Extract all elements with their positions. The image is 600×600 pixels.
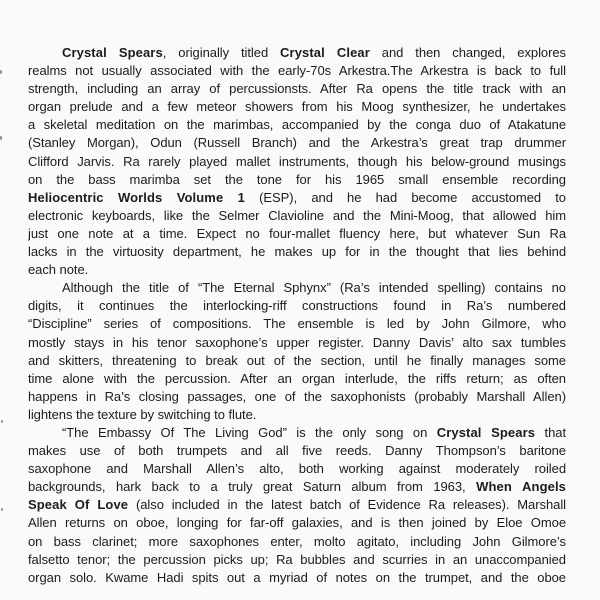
text-line bbox=[28, 225, 566, 243]
body-text: each note. bbox=[28, 262, 89, 278]
album-title-bold: Crystal Clear bbox=[280, 45, 370, 60]
text-line bbox=[28, 134, 566, 152]
body-text: digits, it continues the interlocking-riff constructions found in Ra’s numbered bbox=[28, 298, 566, 314]
text-line bbox=[28, 98, 566, 116]
text-line bbox=[28, 352, 566, 370]
text-line bbox=[28, 460, 566, 478]
text-line bbox=[28, 189, 566, 207]
body-text: happens in Ra’s closing passages, one of the saxophonists (probably Marshall Allen) bbox=[28, 388, 566, 404]
body-text: just one note at a time. Expect no four-mallet fluency here, but whatever Sun Ra bbox=[28, 225, 566, 241]
body-text: “Discipline” series of compositions. The ensemble is led by John Gilmore, who bbox=[28, 316, 566, 332]
album-title-bold: Crystal Spears bbox=[62, 45, 163, 60]
body-text: on bass clarinet; more saxophones enter, molto agitato, including John Gilmore’s bbox=[28, 533, 566, 549]
body-text: organ prelude and a few meteor showers from his Moog synthesizer, he undertakes bbox=[28, 99, 566, 115]
text-line bbox=[28, 279, 566, 297]
body-text: mostly stays in his tenor saxophone’s upper register. Danny Davis’ alto sax tumbles bbox=[28, 334, 566, 350]
text-line bbox=[28, 514, 566, 532]
text-line bbox=[28, 533, 566, 551]
body-text: makes use of both trumpets and all five reeds. Danny Thompson’s baritone bbox=[28, 443, 566, 459]
body-text: (also included in the latest batch of Evidence Ra releases). Marshall bbox=[128, 497, 566, 513]
text-line bbox=[28, 44, 566, 62]
album-title-bold: Speak Of Love bbox=[28, 497, 129, 513]
body-text: and then changed, explores bbox=[369, 45, 566, 60]
body-text: falsetto tenor; the percussion picks up; Ra bubbles and scurries in an unaccompanied bbox=[28, 551, 566, 567]
paragraph bbox=[28, 424, 566, 587]
paragraph bbox=[28, 279, 566, 424]
text-line bbox=[28, 171, 566, 189]
scan-speck bbox=[0, 70, 2, 74]
text-line bbox=[28, 388, 566, 406]
text-line bbox=[28, 153, 566, 171]
body-text: “The Embassy Of The Living God” is the only song on bbox=[62, 424, 437, 440]
text-line bbox=[28, 315, 566, 333]
text-line bbox=[28, 80, 566, 98]
text-line bbox=[28, 261, 566, 279]
text-line bbox=[28, 424, 566, 442]
body-text: (ESP), and he had become accustomed to bbox=[244, 189, 566, 205]
album-title-bold: When Angels bbox=[476, 479, 566, 495]
text-line bbox=[28, 62, 566, 80]
text-line bbox=[28, 406, 566, 424]
text-line bbox=[28, 243, 566, 261]
liner-notes-text bbox=[28, 44, 566, 587]
album-title-bold: Crystal Spears bbox=[436, 424, 536, 440]
text-line bbox=[28, 116, 566, 134]
scan-speck bbox=[1, 420, 3, 423]
body-text: on the bass marimba set the tone for his 1965 small ensemble recording bbox=[28, 171, 566, 187]
text-line bbox=[28, 370, 566, 388]
body-text: lacks in the virtuosity department, he makes up for in the thought that lies behind bbox=[28, 244, 566, 260]
text-line bbox=[28, 442, 566, 460]
body-text: (Stanley Morgan), Odun (Russell Branch) and the Arkestra’s great trap drummer bbox=[28, 135, 566, 151]
text-line bbox=[28, 297, 566, 315]
body-text: backgrounds, hark back to a truly great Saturn album from 1963, bbox=[28, 479, 477, 495]
body-text: Allen returns on oboe, longing for far-off galaxies, and is then joined by Eloe Omoe bbox=[28, 515, 566, 531]
body-text: that bbox=[535, 424, 566, 440]
text-line bbox=[28, 207, 566, 225]
text-line bbox=[28, 478, 566, 496]
body-text: realms not usually associated with the early-70s Arkestra.The Arkestra is back to full bbox=[28, 63, 566, 79]
text-line bbox=[28, 569, 566, 587]
body-text: Although the title of “The Eternal Sphynx” (Ra’s intended spelling) contains no bbox=[62, 280, 566, 296]
body-text: organ solo. Kwame Hadi spits out a myriad of notes on the trumpet, and the oboe bbox=[28, 569, 566, 585]
body-text: time alone with the percussion. After an organ interlude, the riffs return; as often bbox=[28, 370, 566, 386]
body-text: and skitters, threatening to break out of the section, until he finally manages some bbox=[28, 352, 566, 368]
body-text: lightens the texture by switching to flute. bbox=[28, 406, 257, 422]
body-text: Clifford Jarvis. Ra rarely played mallet instruments, though his below-ground musings bbox=[28, 153, 566, 169]
body-text: electronic keyboards, like the Selmer Clavioline and the Mini-Moog, that allowed him bbox=[28, 207, 566, 223]
body-text: a skeletal meditation on the marimbas, accompanied by the conga duo of Atakatune bbox=[28, 117, 566, 133]
album-title-bold: Heliocentric Worlds Volume 1 bbox=[28, 189, 245, 205]
paragraph bbox=[28, 44, 566, 279]
body-text: saxophone and Marshall Allen’s alto, both working against moderately roiled bbox=[28, 461, 566, 477]
text-line bbox=[28, 496, 566, 514]
body-text: strength, including an array of percussionsts. After Ra opens the title track with an bbox=[28, 81, 566, 97]
body-text: , originally titled bbox=[162, 45, 281, 60]
text-line bbox=[28, 551, 566, 569]
scan-speck bbox=[1, 508, 3, 511]
scan-speck bbox=[0, 136, 2, 140]
text-line bbox=[28, 334, 566, 352]
